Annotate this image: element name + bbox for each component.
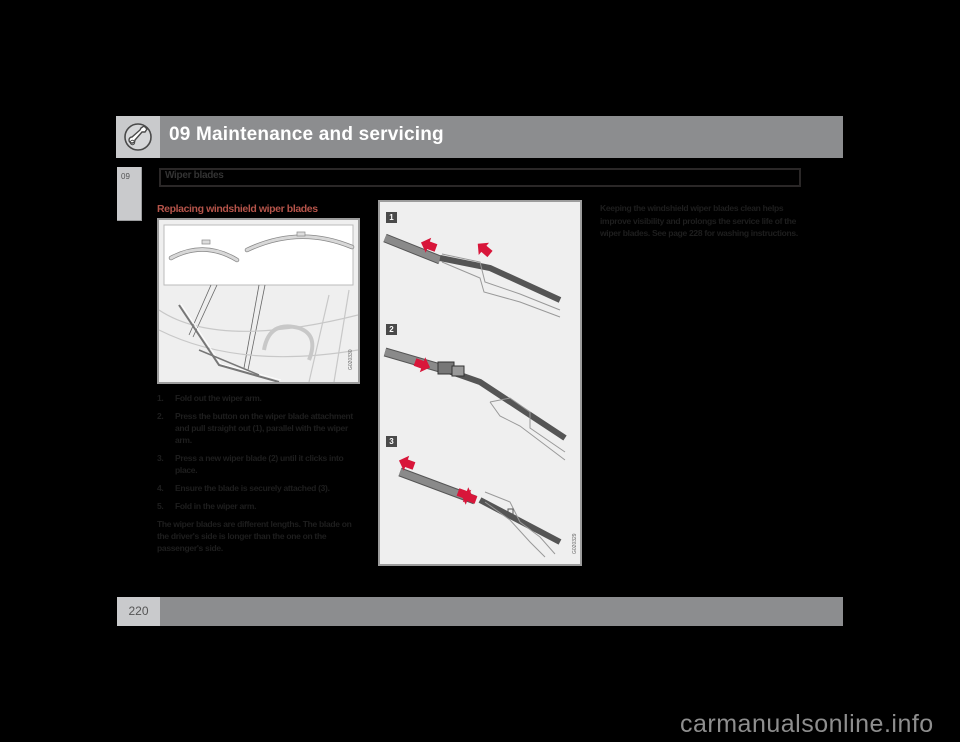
- chapter-tab: [117, 167, 142, 221]
- chapter-title: 09 Maintenance and servicing: [169, 124, 444, 145]
- instruction-list: [157, 392, 365, 554]
- wrench-icon: [116, 116, 160, 158]
- wiper-replacement-steps-figure: [378, 200, 582, 566]
- chapter-icon-box: [116, 116, 160, 158]
- step-item: 3. Press a new wiper blade (2) until it clicks into place.: [157, 453, 344, 475]
- windshield-illustration: [159, 220, 358, 382]
- wiper-care-text: Keeping the windshield wiper blades clean helps improve visibility and prolongs the service life of the wiper blades. See page 228 for washing instructions.: [600, 203, 798, 238]
- step-item: 1. Fold out the wiper arm.: [157, 393, 262, 403]
- chapter-tab-label: 09: [121, 172, 130, 181]
- windshield-wiper-figure: [157, 218, 360, 384]
- wiper-length-note: The wiper blades are different lengths. The blade on the driver's side is longer than the one on the passenger's side.: [157, 519, 352, 553]
- section-title: Wiper blades: [165, 170, 224, 181]
- footer-bar: [160, 597, 843, 626]
- page-number: 220: [128, 604, 149, 618]
- figure-code: G020329: [572, 533, 578, 554]
- step-badge-2: 2: [386, 324, 397, 335]
- step-item: 5. Fold in the wiper arm.: [157, 501, 257, 511]
- watermark: carmanualsonline.info: [680, 710, 934, 738]
- step-item: 2. Press the button on the wiper blade attachment and pull straight out (1), parallel with the wiper arm.: [157, 411, 353, 445]
- subsection-heading: Replacing windshield wiper blades: [157, 203, 318, 215]
- step-badge-1: 1: [386, 212, 397, 223]
- figure-code: G020330: [348, 349, 354, 370]
- step-badge-3: 3: [386, 436, 397, 447]
- wiper-blade-illustration: [380, 202, 580, 564]
- step-item: 4. Ensure the blade is securely attached (3).: [157, 483, 330, 493]
- section-title-bar: [159, 168, 801, 187]
